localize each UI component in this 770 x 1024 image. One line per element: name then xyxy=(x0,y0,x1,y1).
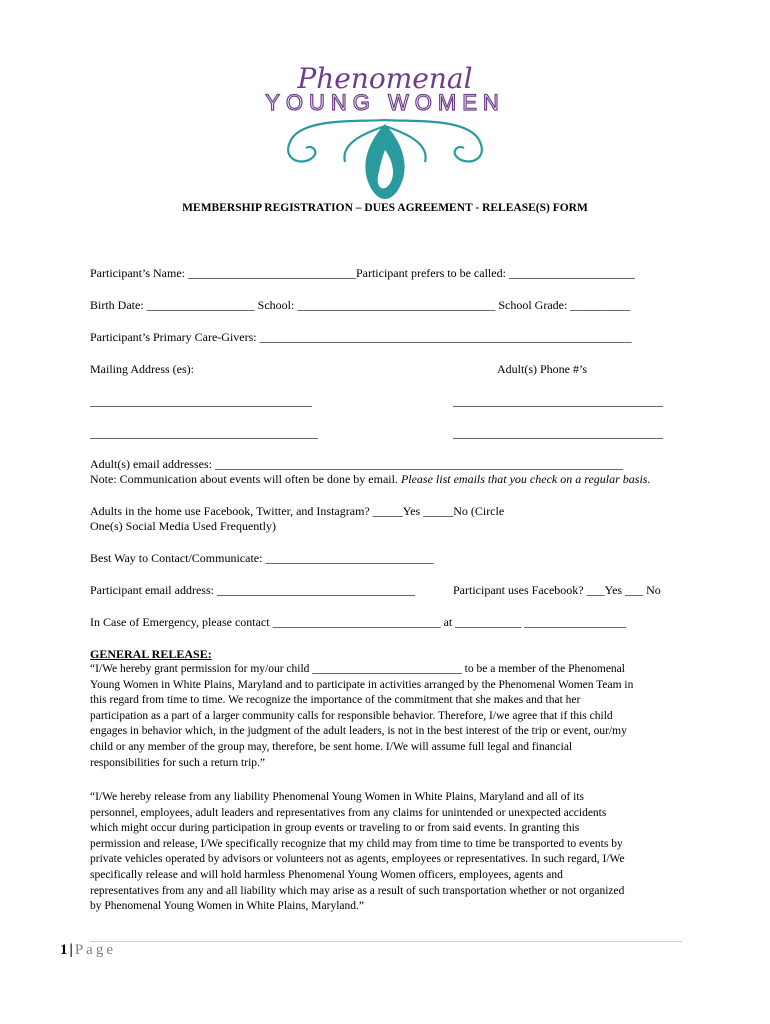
address-line-1[interactable]: _____________________________________ xyxy=(90,394,312,408)
care-givers-field[interactable]: Participant’s Primary Care-Givers: ______________________________________________________________ xyxy=(90,330,632,344)
release-p1-line: child or any member of the group may, therefore, be sent home. I/We will assume full legal and financial xyxy=(90,740,573,753)
release-p1-line: responsibilities for such a return trip.” xyxy=(90,756,266,769)
page-label: Page xyxy=(74,942,116,958)
phone-line-2[interactable]: ___________________________________ xyxy=(453,426,663,440)
release-p1-line: Young Women in White Plains, Maryland and to participate in activities arranged by the Phenomenal Women Team in xyxy=(90,678,634,691)
release-p2-line: which might occur during participation in group events or traveling to or from said events. In granting this xyxy=(90,822,580,835)
release-p1-line: “I/We hereby grant permission for my/our child __________________________ to be a member of the Phenomenal xyxy=(90,663,625,675)
release-p1-line: this regard from time to time. We recognize the importance of the commitment that she makes and that her xyxy=(90,694,581,707)
email-note-text: Note: Communication about events will often be done by email. xyxy=(90,472,401,486)
release-p2-line: specifically release and will hold harmless Phenomenal Young Women officers, employees, agents and xyxy=(90,868,563,881)
address-line-2[interactable]: ______________________________________ xyxy=(90,426,318,440)
release-p1-line: engages in behavior which, in the judgment of the adult leaders, is not in the best interest of the trip or event, our/my xyxy=(90,725,627,738)
participant-email-field[interactable]: Participant email address: _________________________________ xyxy=(90,583,415,597)
logo-figure-icon xyxy=(365,124,404,199)
phenomenal-young-women-logo xyxy=(240,62,530,212)
adult-email-field[interactable]: Adult(s) email addresses: ____________________________________________________________________ xyxy=(90,457,623,471)
mailing-address-label: Mailing Address (es): xyxy=(90,362,194,376)
adult-phone-label: Adult(s) Phone #’s xyxy=(497,362,587,376)
phone-line-1[interactable]: ___________________________________ xyxy=(453,394,663,408)
participant-facebook-field[interactable]: Participant uses Facebook? ___Yes ___ No xyxy=(453,583,661,597)
logo-block-words: YOUNG WOMEN xyxy=(265,90,505,115)
social-media-question[interactable]: Adults in the home use Facebook, Twitter, and Instagram? _____Yes _____No (Circle xyxy=(90,504,505,518)
birth-school-grade-field[interactable]: Birth Date: __________________ School: _________________________________ School Grade: __________ xyxy=(90,298,631,312)
logo-script-word: Phenomenal xyxy=(297,62,473,95)
release-p2-line: permission and release, I/We specifically recognize that my child may from time to time be transported to events by xyxy=(90,837,623,850)
release-p2-line: representatives from any and all liability which may arise as a result of such transportation whether or not organized xyxy=(90,884,625,897)
email-note xyxy=(90,472,650,487)
emergency-contact-field[interactable]: In Case of Emergency, please contact ____________________________ at ___________ _________________ xyxy=(90,615,627,629)
release-paragraph-1 xyxy=(90,662,690,771)
general-release-heading: GENERAL RELEASE: xyxy=(90,647,212,661)
release-p1-line: participation as a part of a larger community calls for responsible behavior. Therefore, I/we agree that if this child xyxy=(90,709,613,722)
page-number: 1 xyxy=(60,942,68,958)
release-paragraph-2 xyxy=(90,790,690,915)
footer-separator: | xyxy=(69,942,73,958)
form-title: MEMBERSHIP REGISTRATION – DUES AGREEMENT - RELEASE(S) FORM xyxy=(182,202,588,214)
email-note-emphasis: Please list emails that you check on a regular basis. xyxy=(400,472,651,486)
release-p2-line: private vehicles operated by advisors or volunteers not as agents, employees or representatives. In such regard, I/We xyxy=(90,853,625,866)
release-p2-line: personnel, employees, adult leaders and representatives from any claims for unintended or unexpected accidents xyxy=(90,806,607,819)
best-way-contact-field[interactable]: Best Way to Contact/Communicate: ____________________________ xyxy=(90,551,434,565)
logo-graphic xyxy=(240,62,530,212)
social-media-question-cont: One(s) Social Media Used Frequently) xyxy=(90,519,276,533)
participant-name-field[interactable]: Participant’s Name: ____________________________Participant prefers to be called: _____________________ xyxy=(90,266,635,280)
page-footer xyxy=(60,942,116,959)
release-p2-line: by Phenomenal Young Women in White Plains, Maryland.” xyxy=(90,900,364,913)
footer-divider xyxy=(90,941,682,942)
release-p2-line: “I/We hereby release from any liability Phenomenal Young Women in White Plains, Maryland and all of its xyxy=(90,791,585,803)
